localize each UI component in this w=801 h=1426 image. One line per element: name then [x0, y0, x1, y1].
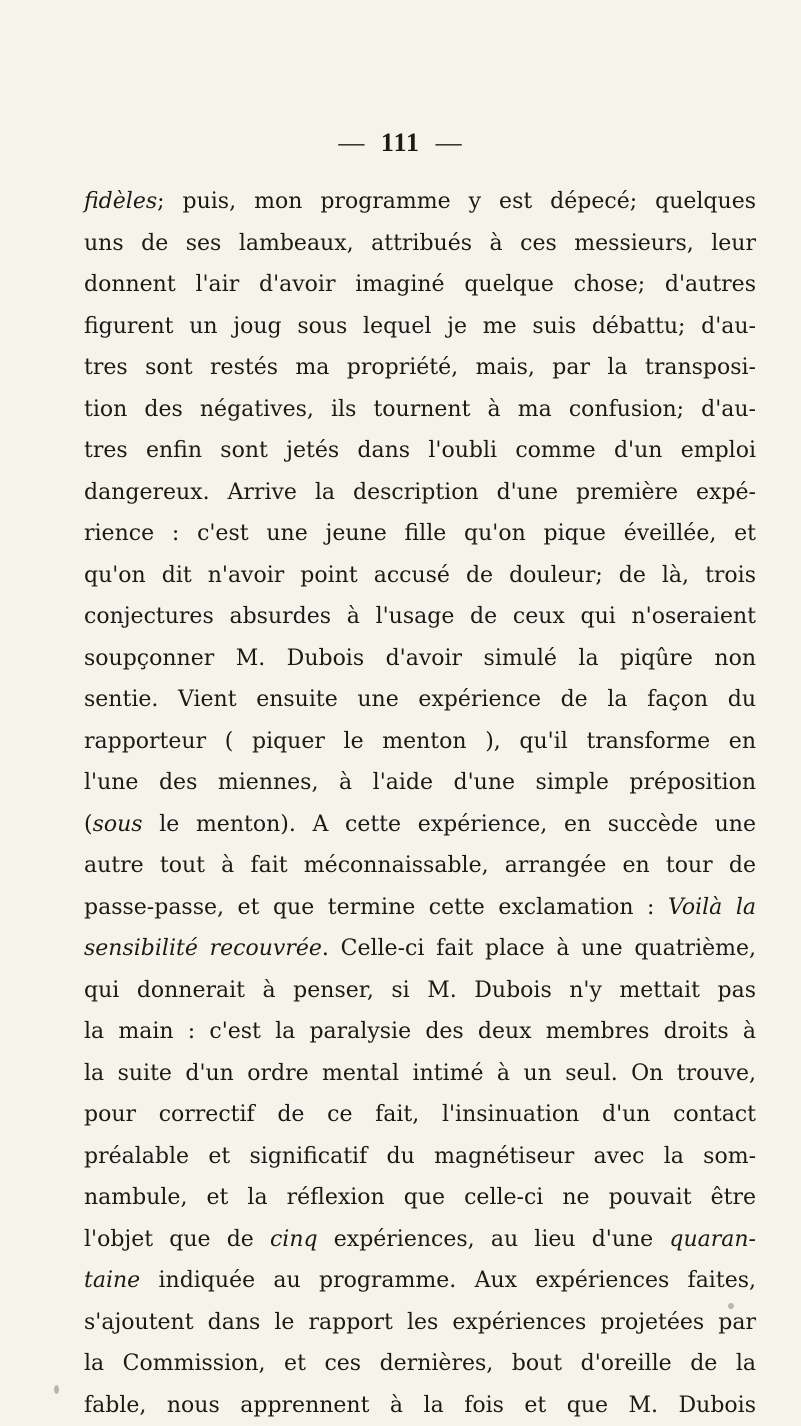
text-segment: tres enfin sont jetés dans l'oubli comme d'un emploi: [84, 438, 756, 463]
text-line: [84, 347, 756, 389]
italic-text: cinq: [270, 1227, 318, 1252]
text-segment: tres sont restés ma propriété, mais, par la transposi-: [84, 355, 756, 380]
text-segment: qu'on dit n'avoir point accusé de douleur; de là, trois: [84, 563, 756, 588]
text-segment: (: [84, 812, 93, 837]
text-line: [84, 513, 756, 555]
text-segment: préalable et significatif du magnétiseur avec la som-: [84, 1144, 756, 1169]
text-segment: la suite d'un ordre mental intimé à un seul. On trouve,: [84, 1061, 756, 1086]
text-line: [84, 1219, 756, 1261]
paper-speck: [54, 1385, 59, 1394]
text-line: [84, 306, 756, 348]
text-segment: le menton). A cette expérience, en succède une: [143, 812, 756, 837]
text-segment: rience : c'est une jeune fille qu'on pique éveillée, et: [84, 521, 756, 546]
italic-text: taine: [84, 1268, 140, 1293]
text-segment: dangereux. Arrive la description d'une première expé-: [84, 480, 756, 505]
text-line: [84, 1094, 756, 1136]
text-segment: sentie. Vient ensuite une expérience de la façon du: [84, 687, 756, 712]
text-segment: l'une des miennes, à l'aide d'une simple préposition: [84, 770, 756, 795]
text-segment: passe-passe, et que termine cette exclamation :: [84, 895, 668, 920]
text-segment: la main : c'est la paralysie des deux membres droits à: [84, 1019, 756, 1044]
text-line: [84, 1011, 756, 1053]
text-line: [84, 181, 756, 223]
text-line: [84, 970, 756, 1012]
text-line: [84, 389, 756, 431]
text-segment: l'objet que de: [84, 1227, 270, 1252]
text-line: [84, 887, 756, 929]
text-line: [84, 1343, 756, 1385]
text-segment: fable, nous apprennent à la fois et que M. Dubois: [84, 1393, 756, 1418]
text-segment: figurent un joug sous lequel je me suis débattu; d'au-: [84, 314, 756, 339]
text-line: [84, 1385, 756, 1426]
text-line: [84, 721, 756, 763]
body-text: [84, 181, 756, 1426]
text-line: [84, 804, 756, 846]
text-segment: soupçonner M. Dubois d'avoir simulé la piqûre non: [84, 646, 756, 671]
text-line: [84, 1302, 756, 1344]
text-segment: qui donnerait à penser, si M. Dubois n'y mettait pas: [84, 978, 756, 1003]
text-line: [84, 1260, 756, 1302]
text-line: [84, 928, 756, 970]
page-header: [0, 128, 801, 158]
text-segment: s'ajoutent dans le rapport les expériences projetées par: [84, 1310, 756, 1335]
text-segment: . Celle-ci fait place à une quatrième,: [322, 936, 756, 961]
text-line: [84, 638, 756, 680]
text-segment: rapporteur ( piquer le menton ), qu'il transforme en: [84, 729, 756, 754]
text-line: [84, 1053, 756, 1095]
text-line: [84, 555, 756, 597]
paper-speck: [728, 1303, 734, 1309]
text-segment: donnent l'air d'avoir imaginé quelque chose; d'autres: [84, 272, 756, 297]
text-line: [84, 596, 756, 638]
italic-text: Voilà la: [668, 895, 756, 920]
text-segment: autre tout à fait méconnaissable, arrangée en tour de: [84, 853, 756, 878]
text-segment: conjectures absurdes à l'usage de ceux qui n'oseraient: [84, 604, 756, 629]
italic-text: sous: [93, 812, 143, 837]
text-segment: indiquée au programme. Aux expériences faites,: [140, 1268, 756, 1293]
text-line: [84, 430, 756, 472]
text-line: [84, 264, 756, 306]
text-line: [84, 1177, 756, 1219]
page-number: 111: [381, 128, 420, 157]
header-dash-right: —: [436, 128, 463, 157]
text-segment: la Commission, et ces dernières, bout d'oreille de la: [84, 1351, 756, 1376]
header-dash-left: —: [338, 128, 365, 157]
text-line: [84, 679, 756, 721]
text-segment: ; puis, mon programme y est dépecé; quelques: [157, 189, 756, 214]
text-segment: expériences, au lieu d'une: [318, 1227, 670, 1252]
italic-text: fidèles: [84, 189, 157, 214]
text-segment: uns de ses lambeaux, attribués à ces messieurs, leur: [84, 231, 756, 256]
italic-text: quaran-: [669, 1227, 756, 1252]
text-segment: tion des négatives, ils tournent à ma confusion; d'au-: [84, 397, 756, 422]
text-line: [84, 223, 756, 265]
text-line: [84, 1136, 756, 1178]
text-line: [84, 472, 756, 514]
text-line: [84, 762, 756, 804]
text-segment: nambule, et la réflexion que celle-ci ne pouvait être: [84, 1185, 756, 1210]
text-segment: pour correctif de ce fait, l'insinuation d'un contact: [84, 1102, 756, 1127]
italic-text: sensibilité recouvrée: [84, 936, 322, 961]
text-line: [84, 845, 756, 887]
